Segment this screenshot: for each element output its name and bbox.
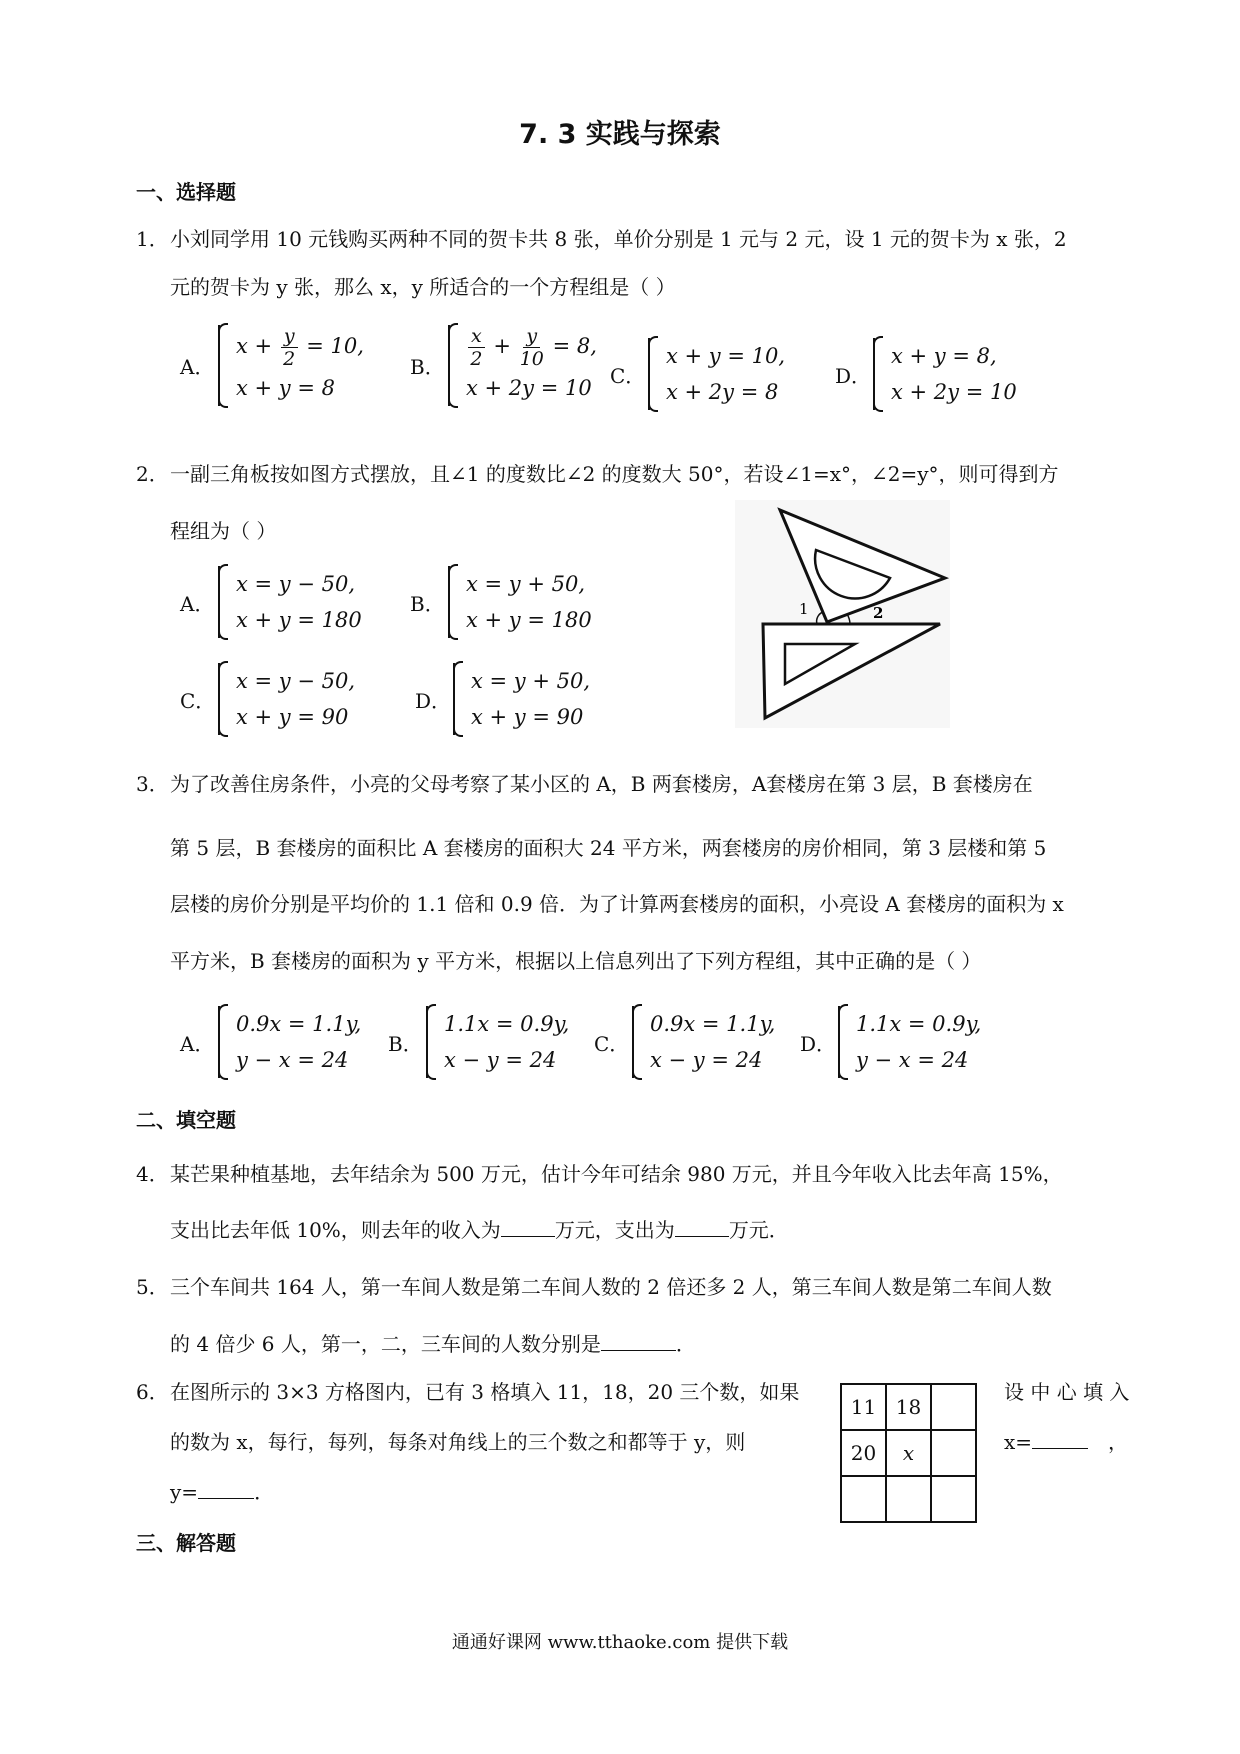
grid-cell	[931, 1430, 976, 1476]
answer-blank	[675, 1216, 729, 1237]
angle-1-label: 1	[799, 600, 809, 618]
q1-option-b	[410, 325, 597, 406]
q1-text-line2: 元的贺卡为 y 张，那么 x，y 所适合的一个方程组是（ ）	[170, 275, 676, 299]
grid-cell	[886, 1476, 931, 1522]
option-label: A．	[180, 591, 215, 616]
equation-2: x + 2y = 8	[666, 380, 779, 404]
q3-text-line2: 第 5 层，B 套楼房的面积比 A 套楼房的面积大 24 平方米，两套楼房的房价相同，第 3 层楼和第 5	[170, 836, 1047, 860]
option-label: B．	[388, 1031, 423, 1056]
q6-text-line3: y= ．	[170, 1480, 275, 1504]
q4-text-line1: 某芒果种植基地，去年结余为 500 万元，估计今年可结余 980 万元，并且今年收入比去年高 15%，	[170, 1162, 1063, 1186]
equation-1: x = y + 50,	[466, 572, 585, 596]
grid-cell: 20	[841, 1430, 886, 1476]
brace-symbol	[218, 1006, 230, 1078]
answer-blank	[1032, 1428, 1088, 1449]
q3-text-line4: 平方米，B 套楼房的面积为 y 平方米，根据以上信息列出了下列方程组，其中正确的是（ ）	[170, 949, 982, 973]
q1-number: 1．	[136, 227, 169, 251]
q6-text-line1-right: 设 中 心 填 入	[1004, 1380, 1130, 1404]
equation-1: $\frac{x}{2}$ + $\frac{y}{10}$ = 8,	[466, 325, 597, 370]
equation-2: x − y = 24	[650, 1048, 763, 1072]
equation-2: x − y = 24	[444, 1048, 557, 1072]
brace-symbol	[873, 338, 885, 410]
equation-1: x + y = 10,	[666, 344, 785, 368]
equation-2: x + y = 180	[236, 608, 362, 632]
brace-symbol	[453, 663, 465, 735]
q2-option-d	[415, 663, 590, 735]
equation-2: y − x = 24	[236, 1048, 349, 1072]
option-label: B．	[410, 591, 445, 616]
grid-row	[841, 1384, 976, 1430]
option-label: D．	[800, 1031, 837, 1056]
q3-text-line1: 为了改善住房条件，小亮的父母考察了某小区的 A，B 两套楼房，A套楼房在第 3 层，B 套楼房在	[170, 772, 1033, 796]
q6-text-line1: 在图所示的 3×3 方格图内，已有 3 格填入 11，18，20 三个数，如果	[170, 1380, 800, 1404]
q6-number: 6．	[136, 1380, 169, 1404]
grid-cell: 11	[841, 1384, 886, 1430]
q4-text-line2: 支出比去年低 10%，则去年的收入为 万元，支出为 万元．	[170, 1218, 789, 1242]
equation-1: 1.1x = 0.9y,	[856, 1012, 982, 1036]
equation-1: x = y − 50,	[236, 669, 355, 693]
option-label: A．	[180, 1031, 215, 1056]
option-label: D．	[835, 363, 872, 388]
answer-blank	[198, 1478, 254, 1499]
q3-text-line3: 层楼的房价分别是平均价的 1.1 倍和 0.9 倍．为了计算两套楼房的面积，小亮设 A 套楼房的面积为 x	[170, 892, 1064, 916]
equation-2: x + y = 180	[466, 608, 592, 632]
grid-cell	[931, 1476, 976, 1522]
set-squares-figure	[735, 500, 950, 728]
option-label: C．	[594, 1031, 630, 1056]
q2-option-b	[410, 566, 592, 638]
q1-option-a	[180, 325, 364, 406]
option-label: A．	[180, 355, 215, 379]
angle-2-label: 2	[873, 604, 884, 622]
option-label: C．	[610, 363, 646, 388]
brace-symbol	[426, 1006, 438, 1078]
grid-row	[841, 1430, 976, 1476]
q2-option-c	[180, 663, 355, 735]
q2-text-line1: 一副三角板按如图方式摆放，且∠1 的度数比∠2 的度数大 50°，若设∠1=x°，∠2=y°，则可得到方	[170, 462, 1059, 486]
brace-symbol	[632, 1006, 644, 1078]
q2-number: 2．	[136, 462, 169, 486]
page-title: 7. 3 实践与探索	[519, 119, 721, 150]
section-heading-choice: 一、选择题	[136, 180, 236, 204]
section-heading-solve: 三、解答题	[136, 1531, 236, 1555]
equation-1: 0.9x = 1.1y,	[236, 1012, 362, 1036]
q2-option-a	[180, 566, 362, 638]
q1-text-line1: 小刘同学用 10 元钱购买两种不同的贺卡共 8 张，单价分别是 1 元与 2 元，设 1 元的贺卡为 x 张，2	[170, 227, 1067, 251]
brace-symbol	[218, 663, 230, 735]
brace-symbol	[448, 325, 460, 406]
equation-1: 0.9x = 1.1y,	[650, 1012, 776, 1036]
option-label: C．	[180, 688, 216, 713]
equation-1: x = y + 50,	[471, 669, 590, 693]
grid-cell: 18	[886, 1384, 931, 1430]
option-label: B．	[410, 355, 445, 379]
equation-1: 1.1x = 0.9y,	[444, 1012, 570, 1036]
brace-symbol	[218, 325, 230, 406]
brace-symbol	[838, 1006, 850, 1078]
answer-blank	[501, 1216, 555, 1237]
equation-1: x = y − 50,	[236, 572, 355, 596]
equation-2: x + y = 90	[236, 705, 349, 729]
equation-2: x + y = 8	[236, 376, 335, 400]
equation-2: y − x = 24	[856, 1048, 969, 1072]
q1-option-d	[835, 338, 1017, 410]
grid-cell: x	[886, 1430, 931, 1476]
q3-option-a	[180, 1006, 361, 1078]
equation-2: x + 2y = 10	[891, 380, 1017, 404]
option-label: D．	[415, 688, 452, 713]
equation-2: x + 2y = 10	[466, 376, 592, 400]
q5-text-line2: 的 4 倍少 6 人，第一，二，三车间的人数分别是 ．	[170, 1332, 696, 1356]
q4-number: 4．	[136, 1162, 169, 1186]
brace-symbol	[448, 566, 460, 638]
grid-cell	[931, 1384, 976, 1430]
equation-1: x + y = 8,	[891, 344, 997, 368]
brace-symbol	[218, 566, 230, 638]
section-heading-fill: 二、填空题	[136, 1108, 236, 1132]
q6-text-line2: 的数为 x，每行，每列，每条对角线上的三个数之和都等于 y，则	[170, 1430, 746, 1454]
q6-text-line2-right: x= ，	[1004, 1430, 1129, 1454]
q3-option-d	[800, 1006, 981, 1078]
equation-1: x + $\frac{y}{2}$ = 10,	[236, 325, 364, 370]
q5-number: 5．	[136, 1275, 169, 1299]
grid-cell	[841, 1476, 886, 1522]
page-footer: 通通好课网 www.tthaoke.com 提供下载	[451, 1632, 789, 1653]
answer-blank	[601, 1330, 676, 1351]
brace-symbol	[648, 338, 660, 410]
grid-row	[841, 1476, 976, 1522]
q2-text-line2: 程组为（ ）	[170, 519, 277, 543]
q3-number: 3．	[136, 772, 169, 796]
q3-option-c	[594, 1006, 775, 1078]
q1-option-c	[610, 338, 785, 410]
q3-option-b	[388, 1006, 569, 1078]
equation-2: x + y = 90	[471, 705, 584, 729]
magic-square-grid	[840, 1383, 977, 1523]
q5-text-line1: 三个车间共 164 人，第一车间人数是第二车间人数的 2 倍还多 2 人，第三车间人数是第二车间人数	[170, 1275, 1052, 1299]
